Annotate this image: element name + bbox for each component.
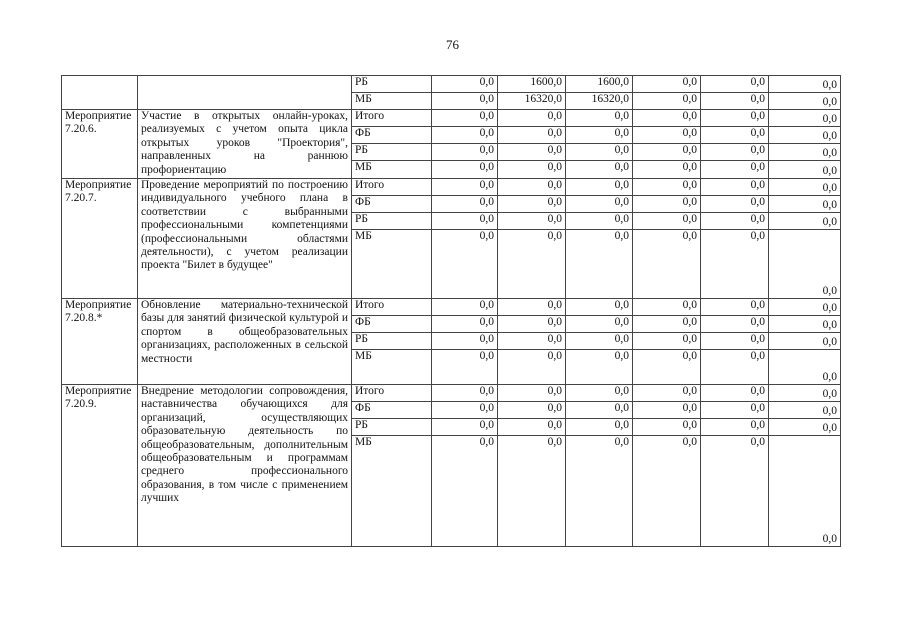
measure-code: Мероприятие 7.20.7. (62, 179, 138, 299)
value-cell: 0,0 (701, 230, 769, 299)
fund-cell: РБ (352, 213, 432, 230)
value-cell: 0,0 (769, 419, 841, 436)
value-cell: 0,0 (769, 161, 841, 179)
value-cell: 0,0 (566, 213, 633, 230)
value-cell: 0,0 (633, 299, 701, 316)
code-cell (62, 76, 138, 110)
fund-cell: Итого (352, 179, 432, 196)
value-cell: 16320,0 (566, 93, 633, 110)
value-cell: 0,0 (633, 402, 701, 419)
budget-table (61, 75, 841, 547)
value-cell: 0,0 (432, 402, 498, 419)
measure-code: Мероприятие 7.20.9. (62, 385, 138, 547)
value-cell: 0,0 (769, 350, 841, 385)
value-cell: 0,0 (633, 350, 701, 385)
value-cell: 0,0 (769, 196, 841, 213)
value-cell: 0,0 (633, 385, 701, 402)
value-cell: 0,0 (701, 196, 769, 213)
page-number: 76 (446, 37, 459, 52)
value-cell: 0,0 (701, 385, 769, 402)
value-cell: 0,0 (769, 385, 841, 402)
value-cell: 0,0 (432, 161, 498, 179)
value-cell: 0,0 (432, 127, 498, 144)
value-cell: 0,0 (566, 333, 633, 350)
measure-description: Обновление материально-технической базы для занятий физической культурой и спортом в общеобразовательных организациях, расположенных в сельской местности (138, 299, 352, 385)
fund-cell: ФБ (352, 316, 432, 333)
value-cell: 0,0 (566, 316, 633, 333)
value-cell: 0,0 (633, 230, 701, 299)
value-cell: 0,0 (701, 299, 769, 316)
value-cell: 0,0 (633, 213, 701, 230)
value-cell: 0,0 (566, 299, 633, 316)
value-cell: 0,0 (633, 127, 701, 144)
table-row (62, 385, 841, 402)
value-cell: 0,0 (633, 316, 701, 333)
value-cell: 0,0 (701, 110, 769, 127)
value-cell: 0,0 (769, 93, 841, 110)
fund-cell: МБ (352, 93, 432, 110)
value-cell: 0,0 (498, 110, 566, 127)
fund-cell: ФБ (352, 402, 432, 419)
value-cell: 1600,0 (498, 76, 566, 93)
value-cell: 0,0 (769, 110, 841, 127)
value-cell: 0,0 (701, 93, 769, 110)
value-cell: 0,0 (769, 333, 841, 350)
value-cell: 0,0 (498, 316, 566, 333)
value-cell: 0,0 (432, 76, 498, 93)
value-cell: 0,0 (432, 299, 498, 316)
value-cell: 0,0 (566, 402, 633, 419)
description-cell (138, 76, 352, 110)
fund-cell: Итого (352, 110, 432, 127)
value-cell: 0,0 (432, 213, 498, 230)
value-cell: 0,0 (769, 179, 841, 196)
value-cell: 0,0 (769, 299, 841, 316)
value-cell: 0,0 (633, 76, 701, 93)
value-cell: 0,0 (769, 127, 841, 144)
value-cell: 0,0 (498, 402, 566, 419)
value-cell: 0,0 (498, 230, 566, 299)
value-cell: 0,0 (498, 144, 566, 161)
value-cell: 1600,0 (566, 76, 633, 93)
measure-code: Мероприятие 7.20.8.* (62, 299, 138, 385)
value-cell: 0,0 (498, 161, 566, 179)
value-cell: 0,0 (432, 110, 498, 127)
value-cell: 0,0 (701, 333, 769, 350)
fund-cell: РБ (352, 76, 432, 93)
value-cell: 0,0 (432, 385, 498, 402)
value-cell: 0,0 (498, 385, 566, 402)
value-cell: 0,0 (566, 144, 633, 161)
value-cell: 0,0 (633, 93, 701, 110)
measure-description: Внедрение методологии сопровождения, наставничества обучающихся для организаций, осуществляющих образовательную деятельность по общеобразовательным, дополнительным общеобразовательным и программам среднего профессионального образования, в том числе с применением лучших (138, 385, 352, 547)
value-cell: 0,0 (498, 333, 566, 350)
fund-cell: РБ (352, 144, 432, 161)
value-cell: 0,0 (498, 419, 566, 436)
fund-cell: Итого (352, 385, 432, 402)
value-cell: 0,0 (566, 127, 633, 144)
value-cell: 0,0 (769, 230, 841, 299)
fund-cell: МБ (352, 161, 432, 179)
table-body (62, 76, 841, 547)
value-cell: 0,0 (566, 436, 633, 547)
value-cell: 0,0 (701, 419, 769, 436)
fund-cell: МБ (352, 230, 432, 299)
value-cell: 0,0 (566, 385, 633, 402)
value-cell: 0,0 (432, 93, 498, 110)
value-cell: 0,0 (498, 196, 566, 213)
measure-description: Проведение мероприятий по построению индивидуального учебного плана в соответствии с выбранными профессиональными компетенциями (профессиональными областями деятельности), с учетом реализации проекта "Билет в будущее" (138, 179, 352, 299)
value-cell: 0,0 (701, 350, 769, 385)
value-cell: 0,0 (432, 350, 498, 385)
table-row (62, 299, 841, 316)
value-cell: 0,0 (498, 436, 566, 547)
value-cell: 0,0 (498, 299, 566, 316)
value-cell: 0,0 (769, 76, 841, 93)
measure-description: Участие в открытых онлайн-уроках, реализуемых с учетом опыта цикла открытых уроков "Проектория", направленных на раннюю профориентацию (138, 110, 352, 179)
fund-cell: Итого (352, 299, 432, 316)
value-cell: 0,0 (432, 436, 498, 547)
fund-cell: ФБ (352, 127, 432, 144)
measure-code: Мероприятие 7.20.6. (62, 110, 138, 179)
value-cell: 0,0 (769, 402, 841, 419)
value-cell: 0,0 (633, 436, 701, 547)
fund-cell: МБ (352, 350, 432, 385)
value-cell: 0,0 (432, 196, 498, 213)
value-cell: 0,0 (432, 230, 498, 299)
value-cell: 0,0 (701, 402, 769, 419)
value-cell: 0,0 (633, 179, 701, 196)
value-cell: 0,0 (701, 316, 769, 333)
value-cell: 0,0 (498, 179, 566, 196)
value-cell: 0,0 (633, 110, 701, 127)
value-cell: 0,0 (633, 419, 701, 436)
value-cell: 0,0 (566, 350, 633, 385)
value-cell: 0,0 (432, 419, 498, 436)
value-cell: 0,0 (701, 144, 769, 161)
value-cell: 0,0 (769, 144, 841, 161)
value-cell: 0,0 (566, 196, 633, 213)
value-cell: 0,0 (432, 144, 498, 161)
fund-cell: РБ (352, 333, 432, 350)
value-cell: 0,0 (566, 110, 633, 127)
table-row (62, 110, 841, 127)
table-row (62, 76, 841, 93)
value-cell: 0,0 (633, 333, 701, 350)
value-cell: 0,0 (769, 436, 841, 547)
table-row (62, 179, 841, 196)
value-cell: 0,0 (498, 213, 566, 230)
value-cell: 0,0 (432, 333, 498, 350)
value-cell: 0,0 (566, 179, 633, 196)
value-cell: 0,0 (633, 161, 701, 179)
fund-cell: РБ (352, 419, 432, 436)
value-cell: 0,0 (566, 230, 633, 299)
value-cell: 0,0 (769, 213, 841, 230)
value-cell: 0,0 (566, 161, 633, 179)
value-cell: 0,0 (633, 196, 701, 213)
value-cell: 0,0 (701, 213, 769, 230)
value-cell: 0,0 (769, 316, 841, 333)
value-cell: 0,0 (566, 419, 633, 436)
fund-cell: ФБ (352, 196, 432, 213)
value-cell: 0,0 (701, 161, 769, 179)
value-cell: 0,0 (432, 179, 498, 196)
value-cell: 0,0 (432, 316, 498, 333)
value-cell: 0,0 (498, 350, 566, 385)
value-cell: 0,0 (701, 436, 769, 547)
value-cell: 0,0 (701, 76, 769, 93)
value-cell: 0,0 (498, 127, 566, 144)
value-cell: 16320,0 (498, 93, 566, 110)
fund-cell: МБ (352, 436, 432, 547)
value-cell: 0,0 (633, 144, 701, 161)
value-cell: 0,0 (701, 127, 769, 144)
value-cell: 0,0 (701, 179, 769, 196)
